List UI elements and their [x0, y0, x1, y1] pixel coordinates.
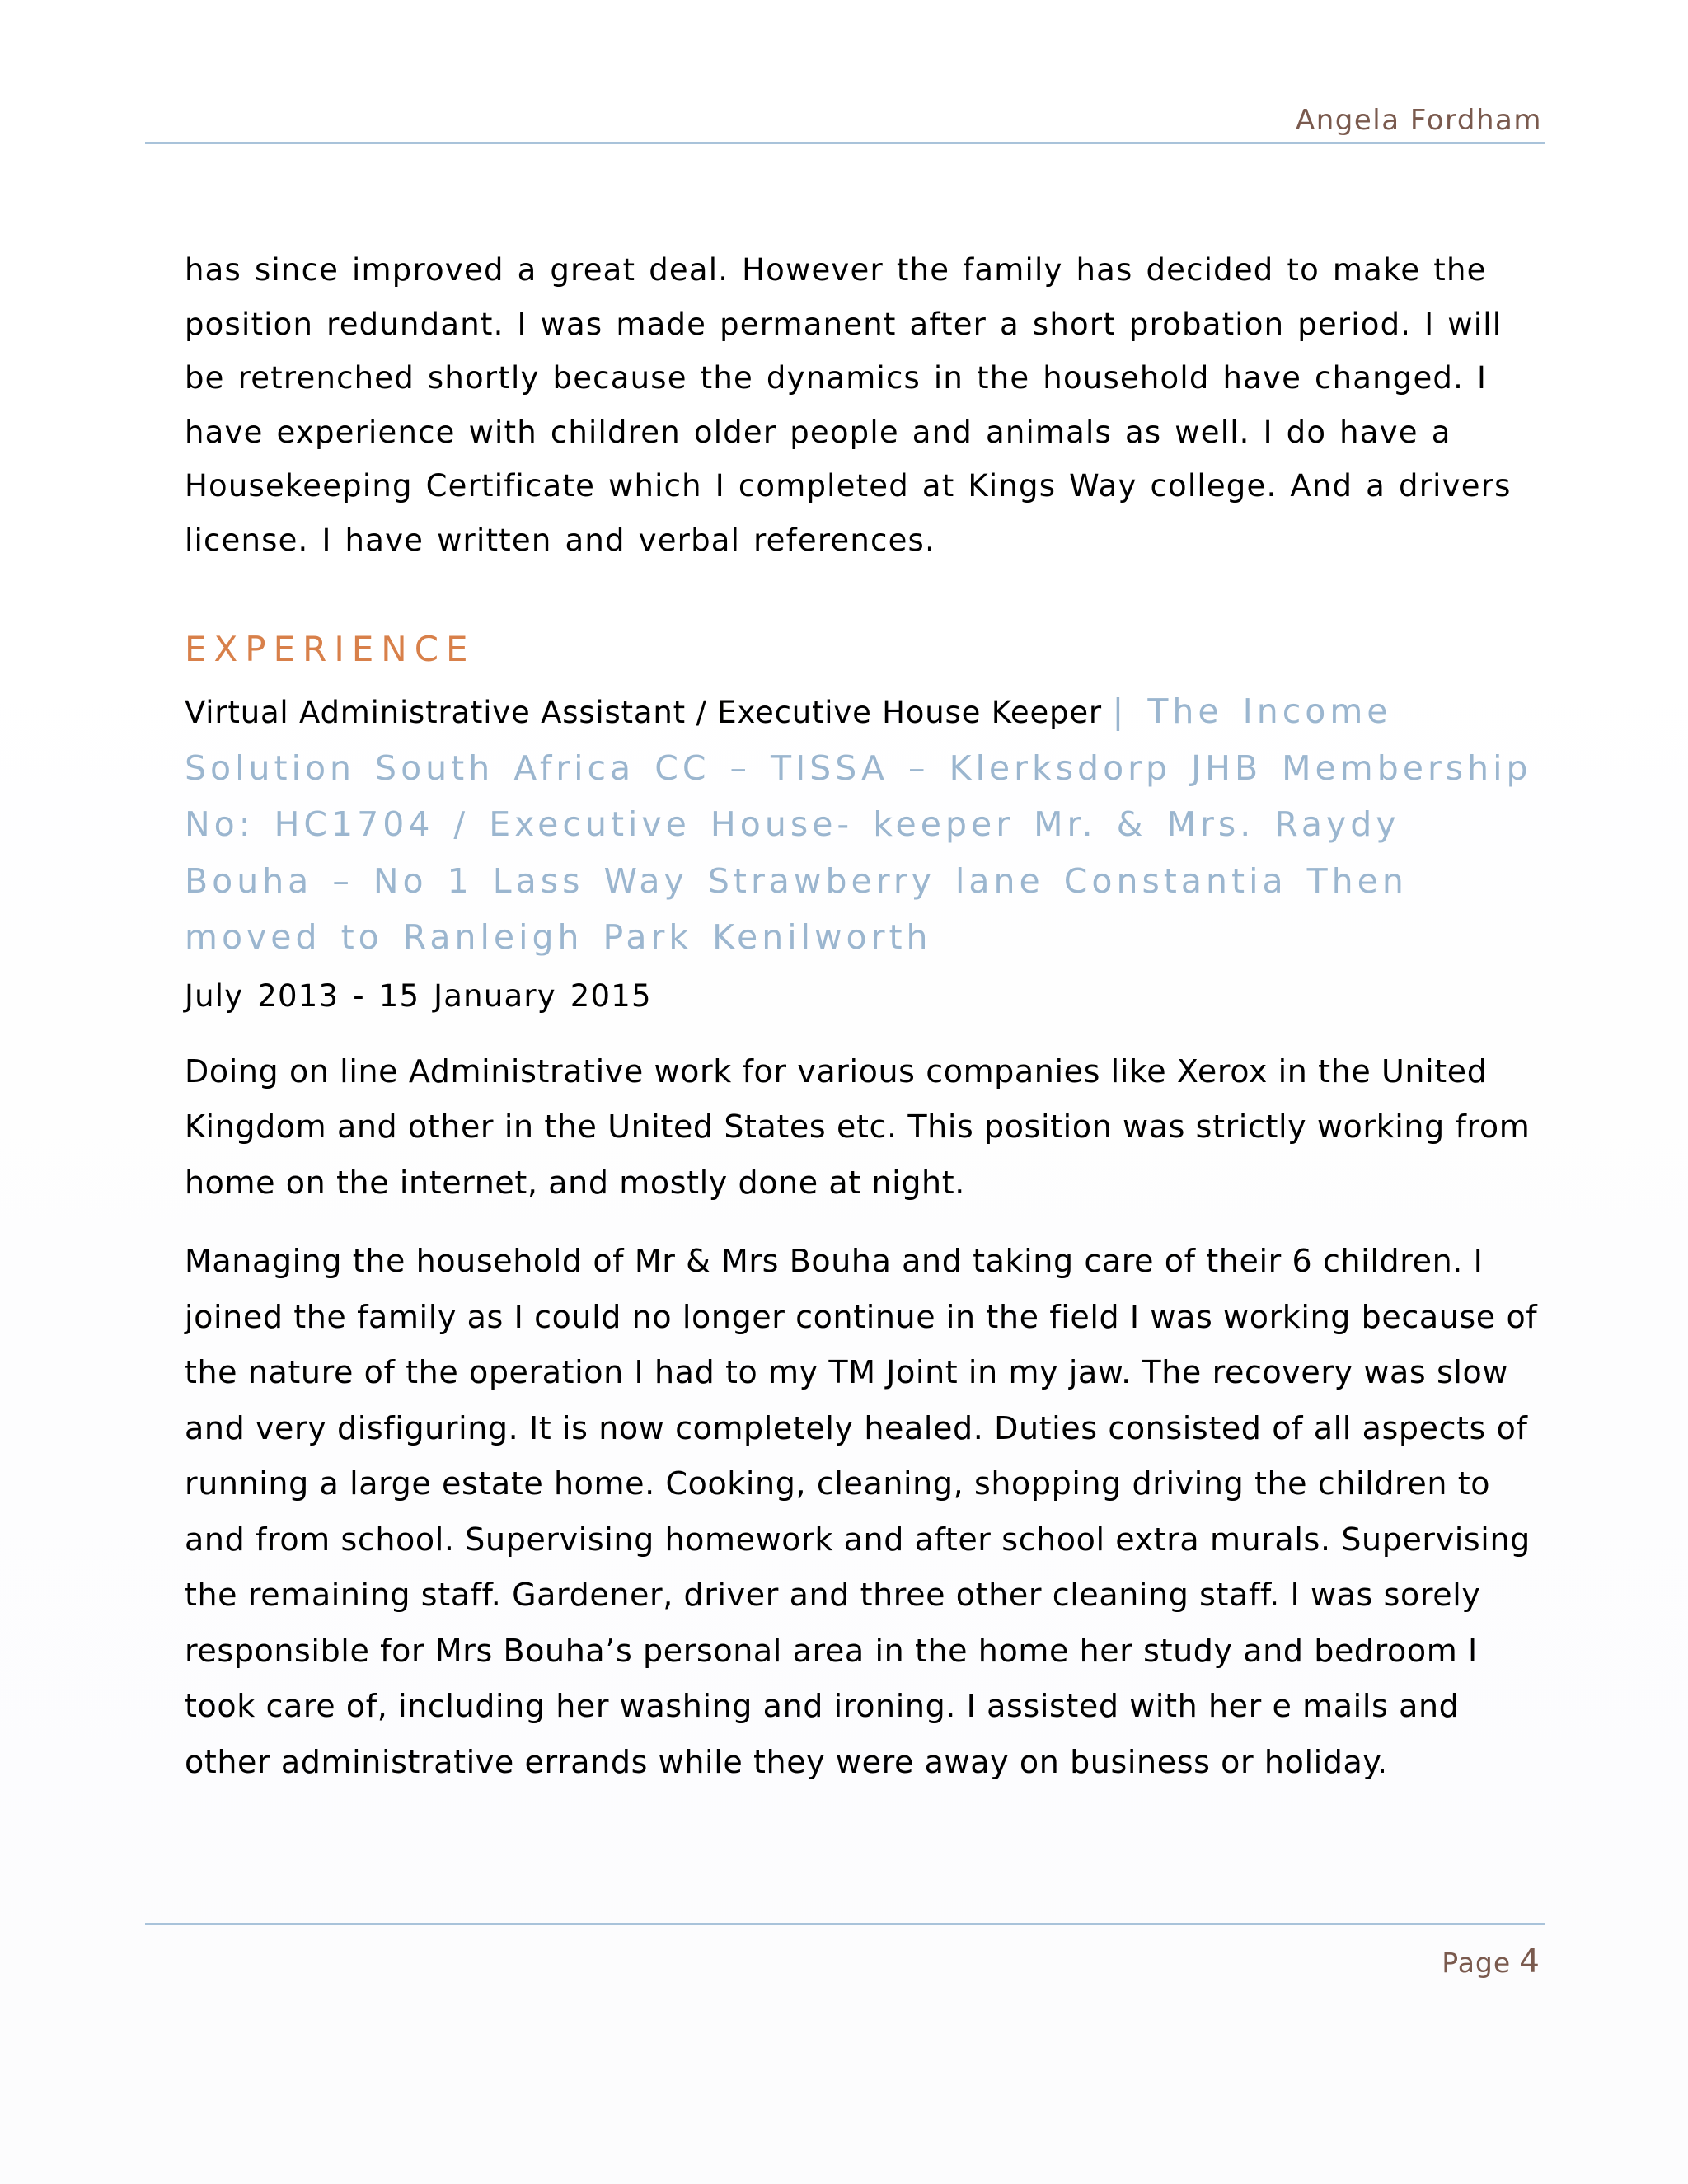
page-label: Page	[1442, 1947, 1512, 1979]
intro-paragraph: has since improved a great deal. However the family has decided to make the position redundant. I was made permanent after a short probation period. I will be retrenched shortly because the dynamics in the household have changed. I have experience with children older people and animals as well. I do have a Housekeeping Certificate which I completed at Kings Way college. And a drivers license. I have written and verbal references.	[185, 252, 1512, 558]
job-entry-header	[185, 684, 1545, 967]
job-dates: July 2013 - 15 January 2015	[185, 977, 652, 1014]
page-number	[1442, 1943, 1540, 1980]
page-number-value: 4	[1519, 1943, 1540, 1980]
header-author-name: Angela Fordham	[1295, 104, 1542, 137]
footer-divider	[145, 1923, 1545, 1925]
experience-heading: EXPERIENCE	[185, 629, 476, 669]
job-title: Virtual Administrative Assistant / Executive House Keeper	[185, 695, 1102, 730]
job-description-paragraph: Doing on line Administrative work for various companies like Xerox in the United Kingdom and other in the United States etc. This position was strictly working from home on the internet, and mostly done at night.	[185, 1052, 1531, 1201]
header-divider	[145, 142, 1545, 144]
job-description-paragraph: Managing the household of Mr & Mrs Bouha and taking care of their 6 children. I joined the family as I could no longer continue in the field I was working because of the nature of the operation I had to my TM Joint in my jaw. The recovery was slow and very disfiguring. It is now completely healed. Duties consisted of all aspects of running a large estate home. Cooking, cleaning, shopping driving the children to and from school. Supervising homework and after school extra murals. Supervising the remaining staff. Gardener, driver and three other cleaning staff. I was sorely responsible for Mrs Bouha’s personal area in the home her study and bedroom I took care of, including her washing and ironing. I assisted with her e mails and other administrative errands while they were away on business or holiday.	[185, 1243, 1538, 1780]
job-company: | The Income Solution South Africa CC – TISSA – Klerksdorp JHB Membership No: HC1704 / Executive House- keeper Mr. & Mrs. Raydy Bouha – No 1 Lass Way Strawberry lane Constantia Then moved to Ranleigh Park Kenilworth	[185, 691, 1532, 957]
page-content	[185, 243, 1545, 1790]
